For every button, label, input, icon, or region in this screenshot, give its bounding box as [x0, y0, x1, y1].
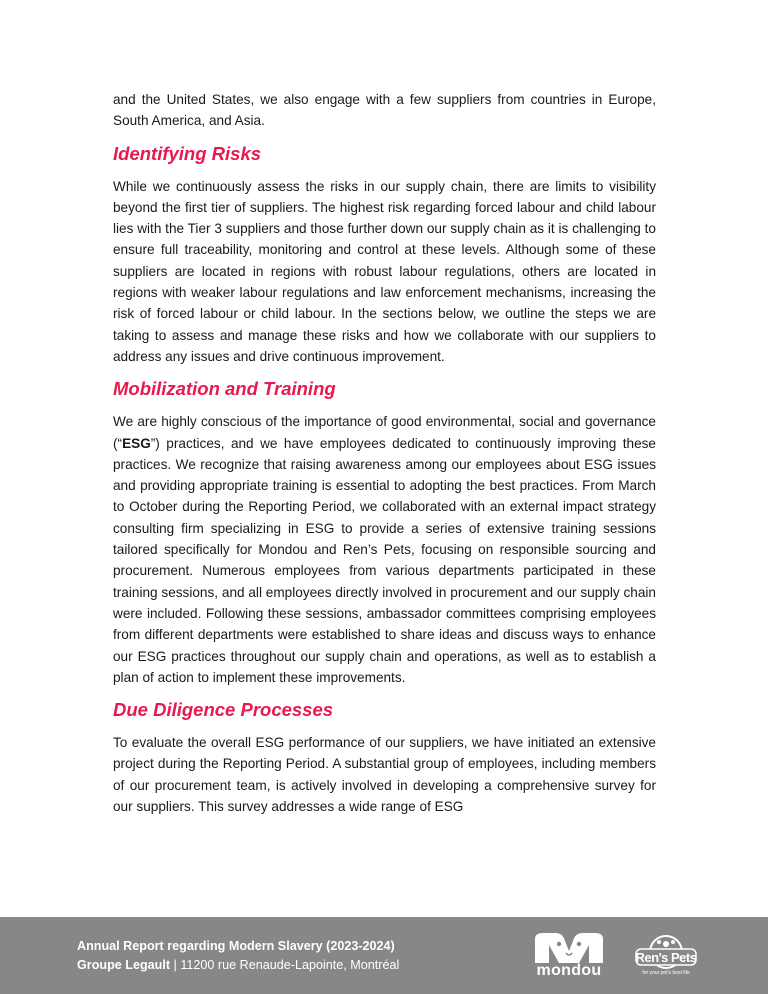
identifying-risks-paragraph: While we continuously assess the risks in our supply chain, there are limits to visibility beyond the first tier of suppliers. The highest risk regarding forced labour and child labour lies with the Tier 3 suppliers and those further down our supply chain as it is challenging to ensure full traceability, monitoring and control at these levels. Although some of these suppliers are located in regions with robust labour regulations, others are located in regions with weaker labour regulations and law enforcement mechanisms, increasing the risk of forced labour or child labour. In the sections below, we outline the steps we are taking to assess and manage these risks and how we collaborate with our suppliers to address any issues and drive continuous improvement.: [113, 178, 656, 364]
mondou-logo: [533, 931, 605, 983]
report-title: Annual Report regarding Modern Slavery (2023-2024): [77, 939, 395, 953]
mondou-m-icon: [533, 931, 605, 965]
text-segment: ”) practices, and we have employees dedicated to continuously improving these practices. We recognize that raising awareness among our employees about ESG issues and providing appropriate training is essential to adopting the best practices. From March to October during the Reporting Period, we collaborated with an external impact strategy consulting firm specializing in ESG to provide a series of extensive training sessions tailored specifically for Mondou and Ren’s Pets, focusing on responsible sourcing and procurement. Numerous employees from various departments participated in these training sessions, and all employees directly involved in procurement and our supply chain were included. Following these sessions, ambassador committees comprising employees from different departments were established to share ideas and discuss ways to enhance our ESG practices throughout our supply chain and operations, as well as to establish a plan of action to implement these improvements.: [113, 435, 656, 685]
rens-pets-wordmark: Ren's Pets: [635, 950, 697, 965]
heading-due-diligence: Due Diligence Processes: [113, 699, 334, 721]
separator: |: [170, 958, 181, 972]
mobilization-training-paragraph: [113, 411, 656, 688]
heading-mobilization-training: Mobilization and Training: [113, 378, 336, 400]
heading-identifying-risks: Identifying Risks: [113, 142, 262, 164]
rens-pets-logo: [632, 930, 700, 986]
company-address-line: [77, 956, 399, 975]
page-footer: [0, 917, 768, 994]
company-name: Groupe Legault: [77, 958, 171, 972]
company-address: 11200 rue Renaude-Lapointe, Montréal: [180, 958, 400, 972]
esg-term: ESG: [122, 435, 151, 451]
footer-text: [77, 937, 399, 975]
page-content: [113, 89, 656, 817]
text-segment: We are highly conscious of the importance of good environmental, social and governance (“: [113, 414, 656, 451]
intro-paragraph: and the United States, we also engage with a few suppliers from countries in Europe, South America, and Asia.: [113, 92, 656, 129]
mondou-wordmark: mondou: [536, 962, 602, 979]
rens-pets-tagline: for your pet's best life: [642, 970, 690, 976]
due-diligence-paragraph: To evaluate the overall ESG performance of our suppliers, we have initiated an extensive project during the Reporting Period. A substantial group of employees, including members of our procurement team, is actively involved in developing a comprehensive survey for our suppliers. This survey addresses a wide range of ESG: [113, 735, 656, 815]
